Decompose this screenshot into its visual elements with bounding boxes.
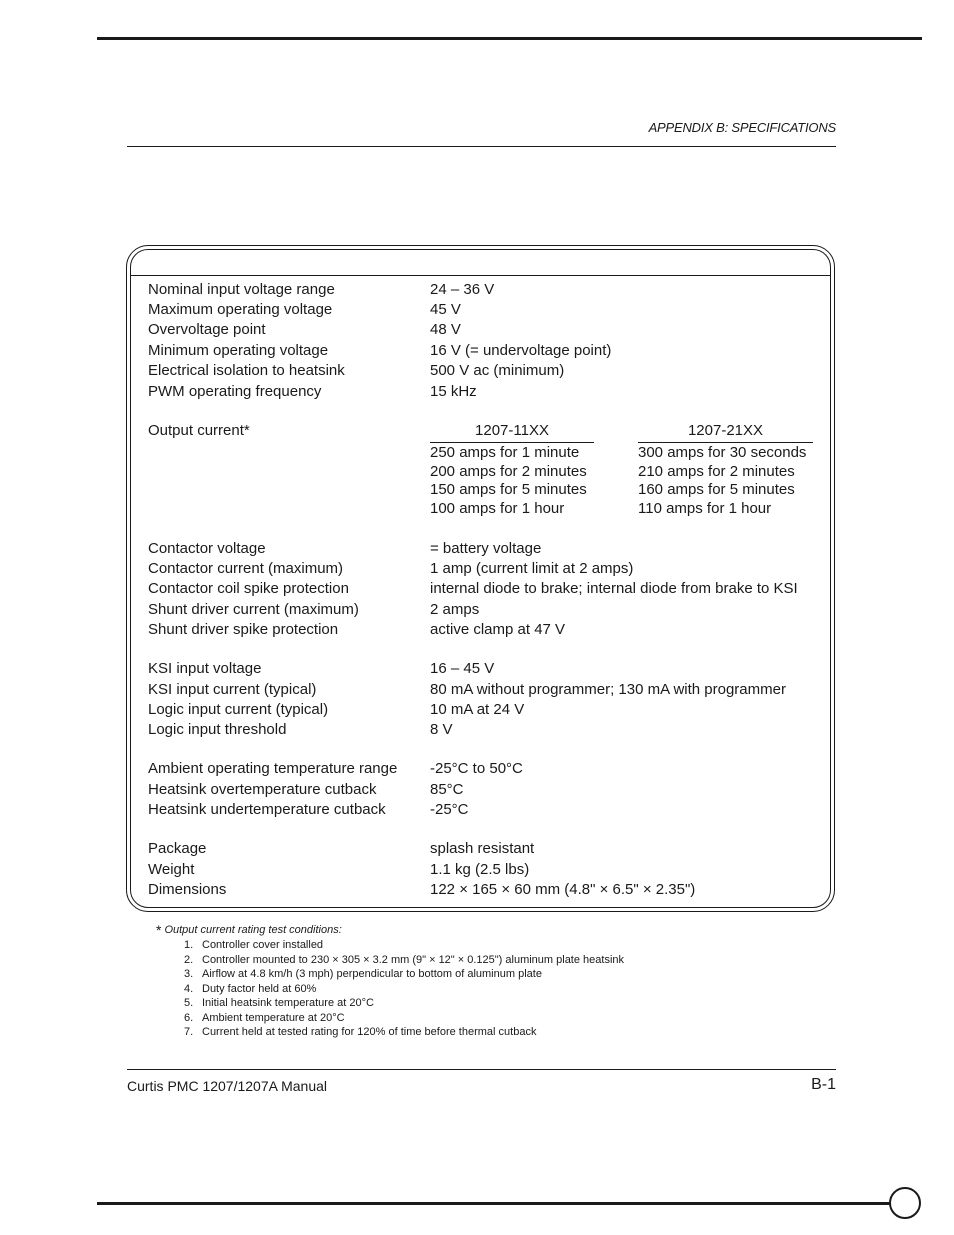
section-heading: APPENDIX B: SPECIFICATIONS (648, 120, 836, 135)
output-rating: 110 amps for 1 hour (638, 500, 772, 517)
spec-label: Contactor voltage (148, 540, 266, 557)
spec-label: Logic input current (typical) (148, 701, 329, 718)
spec-label: Contactor coil spike protection (148, 580, 349, 597)
manual-title: Curtis PMC 1207/1207A Manual (127, 1078, 327, 1094)
top-rule (97, 37, 922, 40)
output-rating: 250 amps for 1 minute (430, 444, 580, 461)
spec-value: 45 V (430, 301, 461, 318)
spec-value: 15 kHz (430, 383, 477, 400)
spec-label: Ambient operating temperature range (148, 760, 398, 777)
footnote-item: 3. Airflow at 4.8 km/h (3 mph) perpendicular to bottom of aluminum plate (184, 968, 542, 980)
spec-value: splash resistant (430, 840, 535, 857)
spec-label: KSI input current (typical) (148, 681, 317, 698)
model-column-header: 1207-21XX (638, 422, 813, 443)
spec-box-header-line (130, 275, 830, 276)
bottom-rule (97, 1202, 892, 1205)
page-number: B-1 (811, 1076, 836, 1093)
spec-value: 48 V (430, 321, 461, 338)
spec-label: PWM operating frequency (148, 383, 322, 400)
spec-value: 1.1 kg (2.5 lbs) (430, 861, 530, 878)
spec-label: Heatsink overtemperature cutback (148, 781, 377, 798)
spec-label: Electrical isolation to heatsink (148, 362, 345, 379)
spec-label: KSI input voltage (148, 660, 262, 677)
spec-value: 2 amps (430, 601, 480, 618)
spec-label: Shunt driver spike protection (148, 621, 339, 638)
spec-label: Weight (148, 861, 195, 878)
spec-value: 80 mA without programmer; 130 mA with programmer (430, 681, 786, 698)
footnote-item: 5. Initial heatsink temperature at 20°C (184, 997, 374, 1009)
spec-value: = battery voltage (430, 540, 542, 557)
spec-label: Maximum operating voltage (148, 301, 333, 318)
spec-label: Logic input threshold (148, 721, 287, 738)
circle-marker-icon (889, 1187, 921, 1219)
spec-label: Dimensions (148, 881, 227, 898)
footnote-item: 7. Current held at tested rating for 120% of time before thermal cutback (184, 1026, 537, 1038)
footnote-item: 4. Duty factor held at 60% (184, 983, 317, 995)
output-rating: 210 amps for 2 minutes (638, 463, 795, 480)
footnote-item: 1. Controller cover installed (184, 939, 324, 951)
spec-value: -25°C (430, 801, 469, 818)
output-rating: 300 amps for 30 seconds (638, 444, 807, 461)
header-rule (127, 146, 836, 147)
spec-value: internal diode to brake; internal diode from brake to KSI (430, 580, 798, 597)
spec-value: 500 V ac (minimum) (430, 362, 565, 379)
spec-value: 16 V (= undervoltage point) (430, 342, 612, 359)
output-rating: 200 amps for 2 minutes (430, 463, 587, 480)
spec-label: Overvoltage point (148, 321, 266, 338)
spec-value: 1 amp (current limit at 2 amps) (430, 560, 634, 577)
spec-value: 24 – 36 V (430, 281, 495, 298)
footnote-item: 6. Ambient temperature at 20°C (184, 1012, 345, 1024)
spec-value: -25°C to 50°C (430, 760, 523, 777)
output-rating: 150 amps for 5 minutes (430, 481, 587, 498)
spec-value: active clamp at 47 V (430, 621, 566, 638)
footnote-title-text: Output current rating test conditions: (164, 924, 342, 936)
footnote-title (156, 920, 342, 936)
model-column-header: 1207-11XX (430, 422, 594, 443)
spec-label: Package (148, 840, 207, 857)
spec-value: 16 – 45 V (430, 660, 495, 677)
footnote-item: 2. Controller mounted to 230 × 305 × 3.2 mm (9" × 12" × 0.125") aluminum plate heatsink (184, 954, 625, 966)
spec-label: Nominal input voltage range (148, 281, 335, 298)
spec-value: 10 mA at 24 V (430, 701, 525, 718)
spec-value: 122 × 165 × 60 mm (4.8" × 6.5" × 2.35") (430, 881, 696, 898)
spec-label: Shunt driver current (maximum) (148, 601, 359, 618)
output-rating: 100 amps for 1 hour (430, 500, 565, 517)
footnote-marker: * (156, 922, 162, 938)
spec-label: Contactor current (maximum) (148, 560, 344, 577)
spec-value: 8 V (430, 721, 453, 738)
output-current-label: Output current* (148, 422, 250, 439)
spec-label: Heatsink undertemperature cutback (148, 801, 386, 818)
output-rating: 160 amps for 5 minutes (638, 481, 795, 498)
spec-label: Minimum operating voltage (148, 342, 329, 359)
spec-value: 85°C (430, 781, 464, 798)
footer-rule (127, 1069, 836, 1070)
